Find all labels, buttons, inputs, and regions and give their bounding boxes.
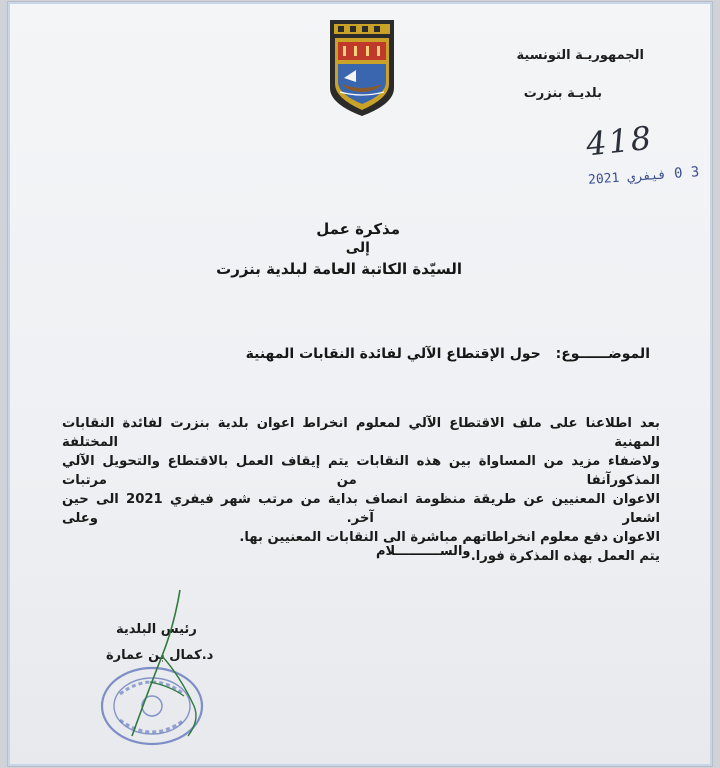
registration-number: 418 [584, 118, 655, 164]
closing-greeting: والســــــــــلام [376, 544, 471, 559]
body-line-5: يتم العمل بهذه المذكرة فورا. [470, 549, 660, 564]
date-year: 2021 [587, 170, 620, 188]
republic-header: الجمهوريـة التونسية [516, 48, 644, 63]
municipality-header: بلديـة بنزرت [523, 86, 602, 101]
signatory-name: د.كمال بن عمارة [106, 648, 214, 663]
subject-label: الموضــــــوع: [555, 346, 650, 362]
handwritten-signature [110, 586, 210, 746]
signatory-title: رئيس البلدية [116, 622, 197, 637]
date-day: 0 3 [673, 164, 700, 182]
body-line-2: ولاضفاء مزيد من المساواة بين هذه النقابات يتم إيقاف العمل بالاقتطاع والتحويل الآلي المذكورآنفا من مرتبات [62, 454, 660, 488]
memo-title: مذكرة عمل [316, 220, 400, 238]
subject-line [246, 346, 650, 362]
subject-text: حول الإقتطاع الآلي لفائدة النقابات المهنية [245, 346, 541, 362]
body-line-4: الاعوان دفع معلوم انخراطاتهم مباشرة الى النقابات المعنيين بها. [239, 530, 660, 545]
body-line-3: الاعوان المعنيين عن طريقة منظومة انصاف بداية من مرتب شهر فيفري 2021 الى حين اشعار آخر. وعلى [62, 492, 660, 526]
date-month: فيفري [626, 167, 667, 186]
bizerte-emblem [326, 18, 398, 118]
memo-recipient: السيّدة الكاتبة العامة لبلدية بنزرت [216, 260, 462, 278]
memo-body [62, 414, 660, 566]
memo-to: إلى [345, 240, 370, 256]
body-line-1: بعد اطلاعنا على ملف الاقتطاع الآلي لمعلوم انخراط اعوان بلدية بنزرت لفائدة النقابات المهنية المختلفة [62, 416, 660, 450]
